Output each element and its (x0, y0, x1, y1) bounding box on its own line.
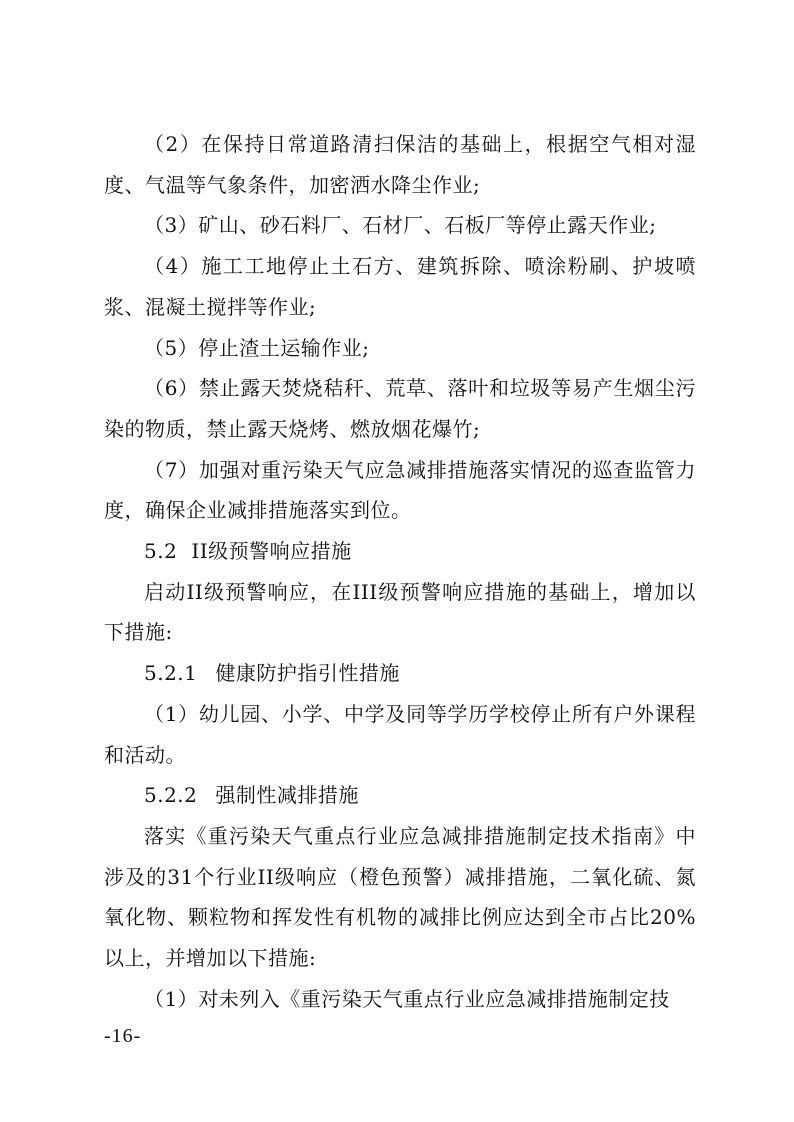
page-number: -16- (104, 1025, 142, 1047)
document-body (104, 124, 696, 1019)
body-paragraph: 落实《重污染天气重点行业应急减排措施制定技术指南》中涉及的31个行业II级响应（橙色预警）减排措施，二氧化硫、氮氧化物、颗粒物和挥发性有机物的减排比例应达到全市占比20%以上，并增加以下措施: (104, 823, 696, 971)
heading-title: II级预警响应措施 (191, 539, 352, 564)
body-paragraph: （6）禁止露天焚烧秸秆、荒草、落叶和垃圾等易产生烟尘污染的物质，禁止露天烧烤、燃放烟花爆竹; (104, 376, 696, 441)
subsection-heading (104, 775, 696, 816)
heading-number: 5.2.1 (144, 661, 198, 686)
body-paragraph: （5）停止渣土运输作业; (144, 335, 370, 360)
heading-title: 健康防护指引性措施 (215, 661, 400, 686)
body-paragraph: （2）在保持日常道路清扫保洁的基础上，根据空气相对湿度、气温等气象条件，加密洒水降尘作业; (104, 132, 696, 197)
body-paragraph: （1）对未列入《重污染天气重点行业应急减排措施制定技 (144, 986, 670, 1011)
body-paragraph: （4）施工工地停止土石方、建筑拆除、喷涂粉刷、护坡喷浆、混凝土搅拌等作业; (104, 254, 696, 319)
heading-number: 5.2.2 (144, 783, 198, 808)
body-paragraph: 启动II级预警响应，在III级预警响应措施的基础上，增加以下措施: (104, 579, 696, 645)
heading-title: 强制性减排措施 (215, 783, 359, 808)
body-paragraph: （1）幼儿园、小学、中学及同等学历学校停止所有户外课程和活动。 (104, 701, 696, 767)
subsection-heading (104, 653, 696, 694)
heading-number: 5.2 (144, 539, 178, 564)
section-heading (104, 531, 696, 572)
body-paragraph: （3）矿山、砂石料厂、石材厂、石板厂等停止露天作业; (144, 213, 657, 238)
body-paragraph: （7）加强对重污染天气应急减排措施落实情况的巡查监管力度，确保企业减排措施落实到位。 (104, 457, 696, 523)
